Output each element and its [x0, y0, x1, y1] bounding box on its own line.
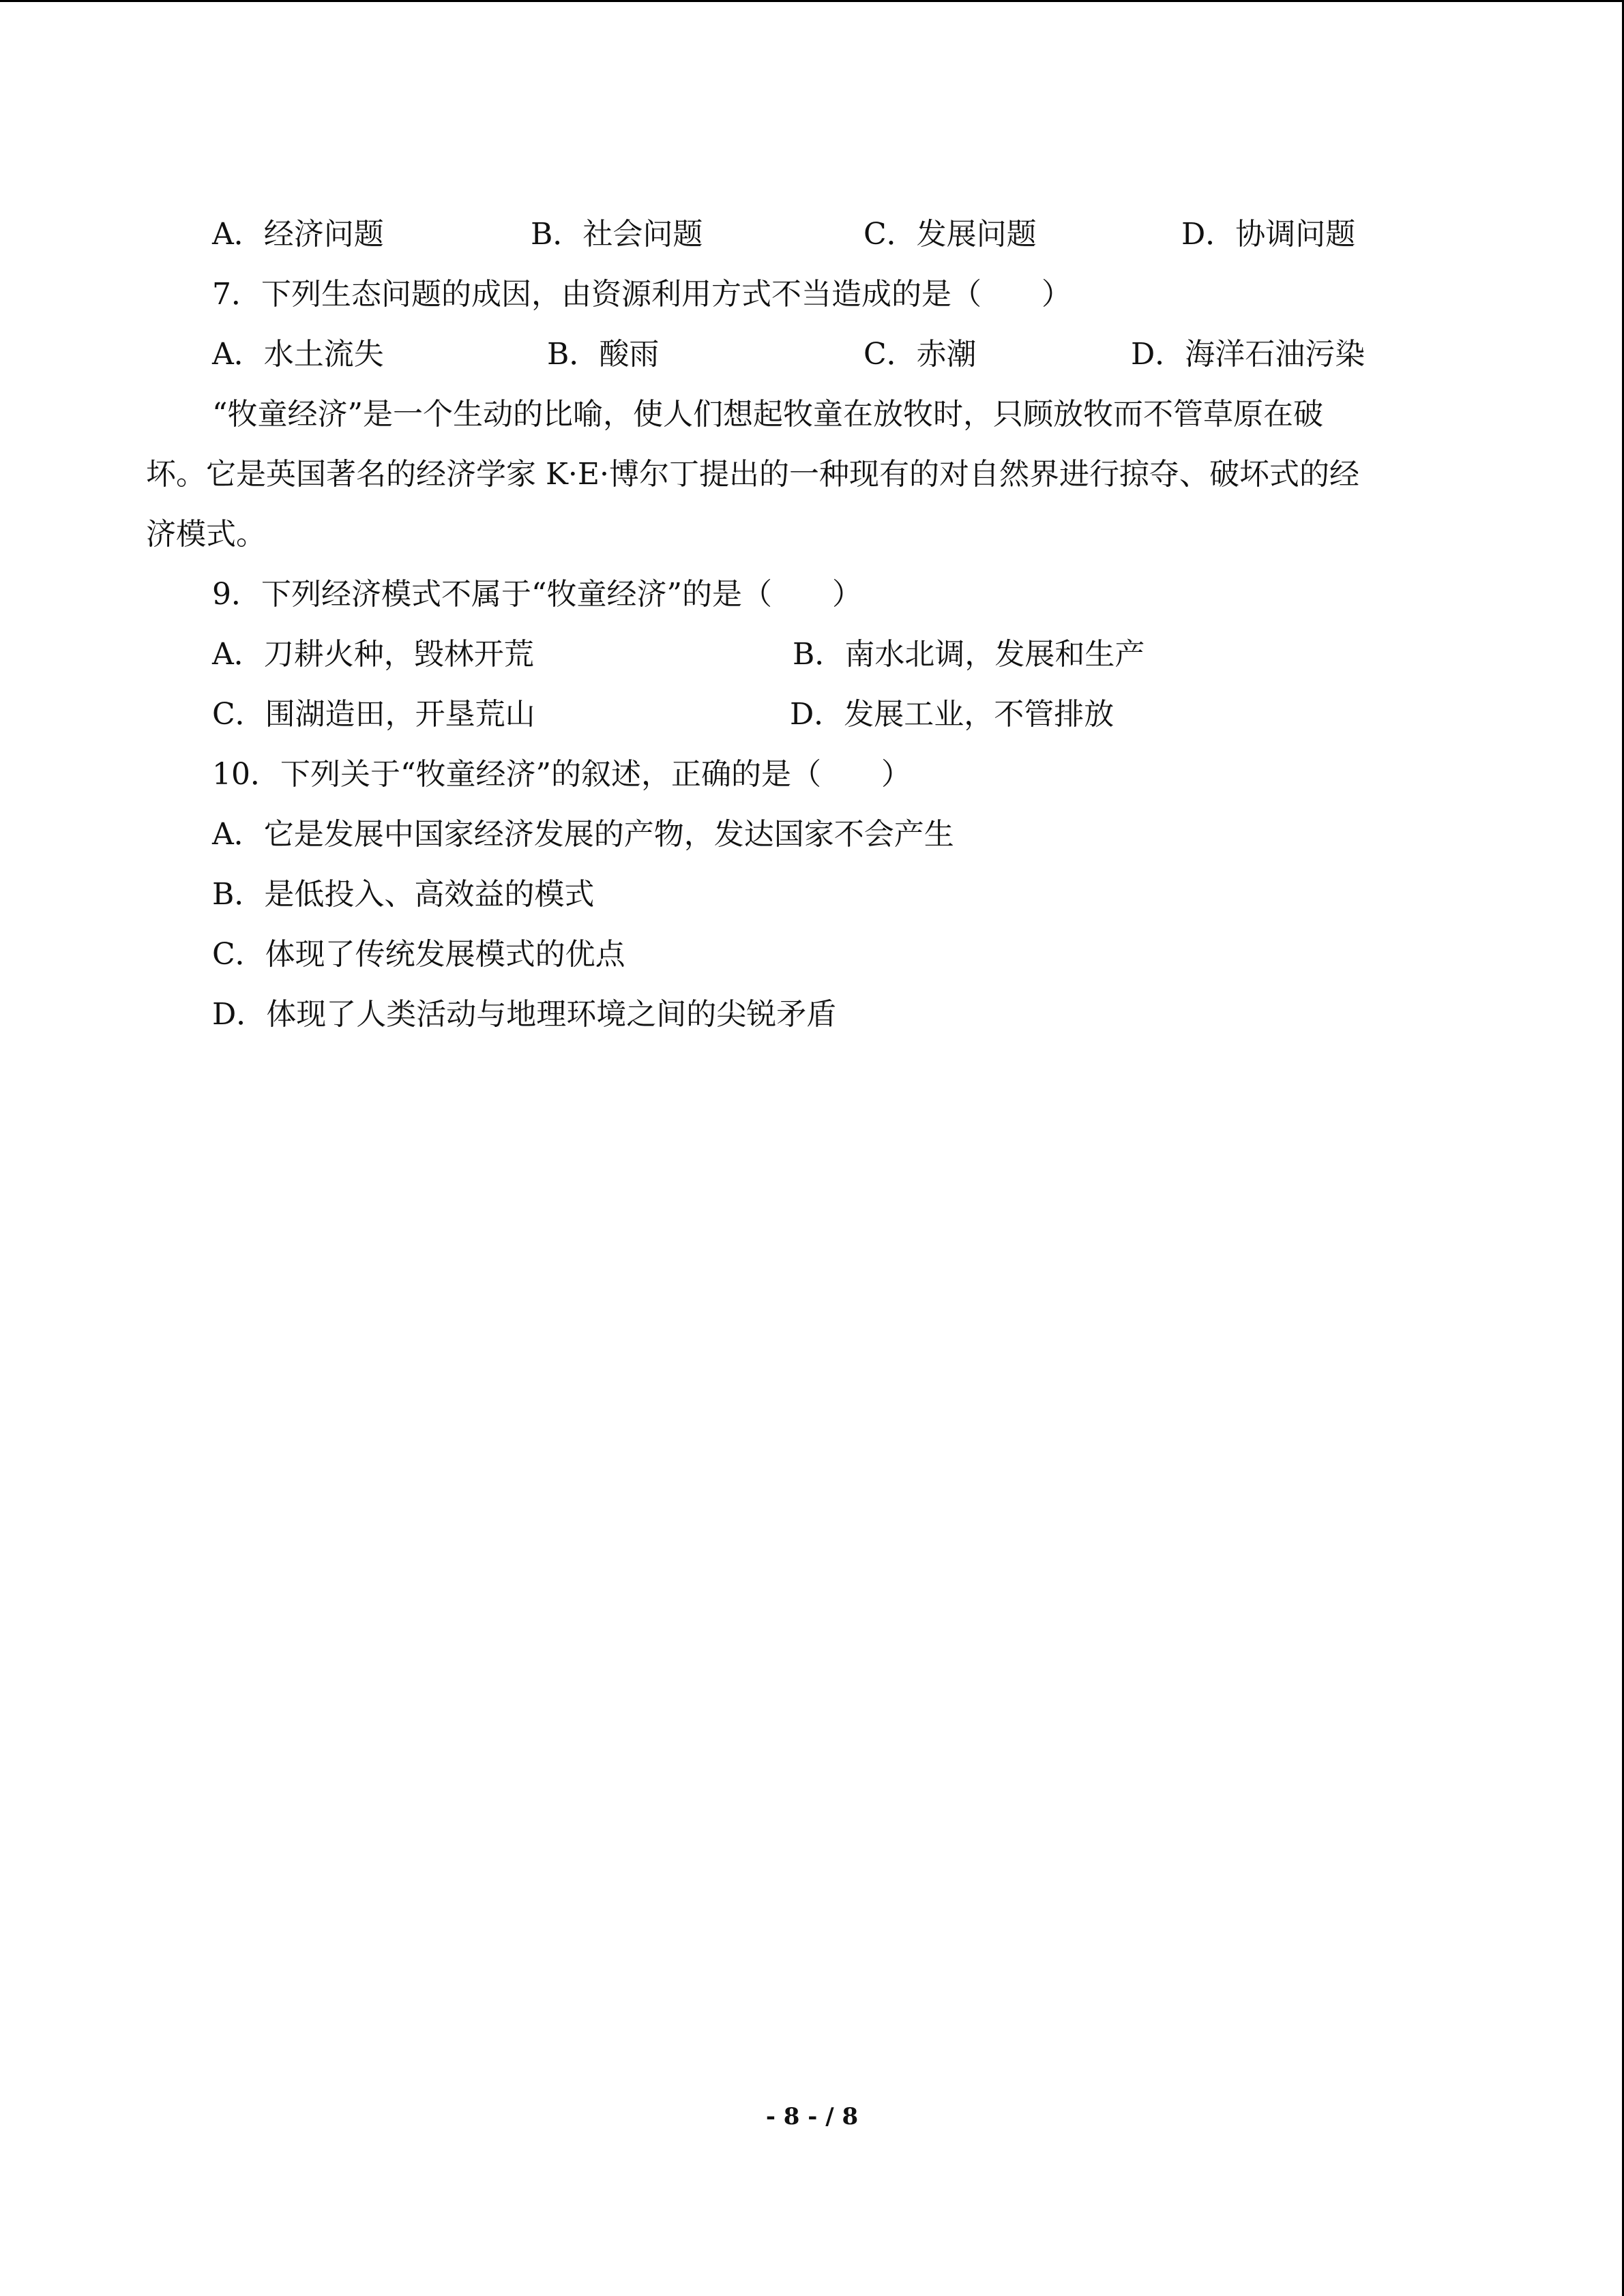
q7-option-a: A．水土流失 [212, 337, 384, 372]
q6-option-d: D．协调问题 [1181, 217, 1356, 252]
q6-option-a: A．经济问题 [212, 217, 384, 252]
q10-option-b: B．是低投入、高效益的模式 [212, 877, 595, 912]
question-7-stem: 7．下列生态问题的成因，由资源利用方式不当造成的是（ ） [212, 277, 1072, 312]
q10-option-c: C．体现了传统发展模式的优点 [212, 937, 625, 972]
q6-option-b: B．社会问题 [531, 217, 703, 252]
question-10-stem: 10．下列关于“牧童经济”的叙述，正确的是（ ） [212, 757, 911, 792]
q10-option-d: D．体现了人类活动与地理环境之间的尖锐矛盾 [212, 997, 837, 1032]
q6-option-c: C．发展问题 [863, 217, 1037, 252]
top-border-rule [0, 0, 1624, 2]
page-number: - 8 - / 8 [765, 2103, 859, 2130]
passage-line-3: 济模式。 [146, 517, 266, 552]
q9-option-a: A．刀耕火种，毁林开荒 [212, 637, 534, 672]
passage-line-1: “牧童经济”是一个生动的比喻，使人们想起牧童在放牧时，只顾放牧而不管草原在破 [212, 397, 1323, 432]
q9-option-c: C．围湖造田，开垦荒山 [212, 697, 535, 732]
question-9-stem: 9．下列经济模式不属于“牧童经济”的是（ ） [212, 577, 862, 612]
q7-option-c: C．赤潮 [863, 337, 977, 372]
q9-option-d: D．发展工业，不管排放 [790, 697, 1114, 732]
q10-option-a: A．它是发展中国家经济发展的产物，发达国家不会产生 [212, 817, 954, 852]
q9-option-b: B．南水北调，发展和生产 [793, 637, 1145, 672]
q7-option-b: B．酸雨 [547, 337, 660, 372]
q7-option-d: D．海洋石油污染 [1131, 337, 1365, 372]
passage-line-2: 坏。它是英国著名的经济学家 K·E·博尔丁提出的一种现有的对自然界进行掠夺、破坏式的经 [146, 457, 1359, 492]
